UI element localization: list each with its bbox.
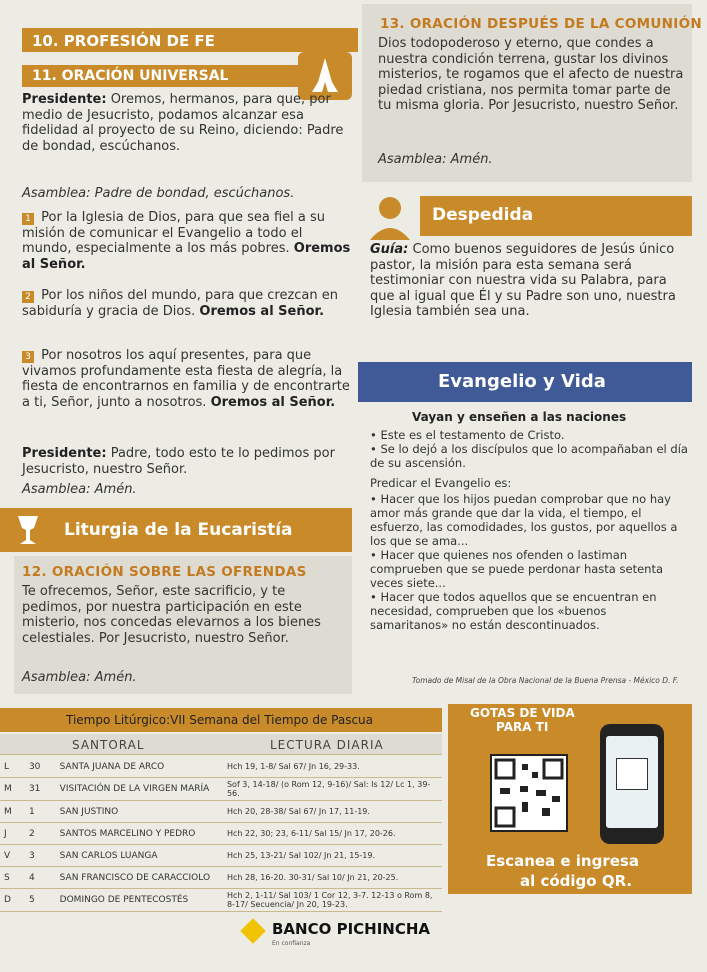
section-10-title: 10. PROFESIÓN DE FE: [32, 32, 215, 50]
scan-text-a: Escanea e ingresa: [486, 852, 639, 870]
bank-tagline: En confianza: [272, 940, 311, 947]
schedule-day: L: [0, 756, 25, 778]
schedule-saint: SAN CARLOS LUANGA: [56, 845, 223, 867]
schedule-reading: Hch 28, 16-20. 30-31/ Sal 10/ Jn 21, 20-25.: [223, 867, 442, 889]
petition-2-response: Oremos al Señor.: [199, 303, 325, 319]
chalice-icon: [8, 512, 48, 548]
schedule-day: S: [0, 867, 25, 889]
closing-prayer: [22, 446, 352, 477]
section-12-title: 12. ORACIÓN SOBRE LAS OFRENDAS: [22, 564, 307, 580]
schedule-col-santoral: SANTORAL: [72, 738, 145, 752]
evangelio-source: Tomado de Misal de la Obra Nacional de la Buena Prensa - México D. F.: [412, 676, 679, 685]
despedida-title: Despedida: [432, 205, 534, 225]
schedule-saint: SAN FRANCISCO DE CARACCIOLO: [56, 867, 223, 889]
schedule-date: 3: [25, 845, 56, 867]
schedule-row: [0, 845, 442, 867]
petition-2: [22, 288, 352, 319]
schedule-saint: SANTA JUANA DE ARCO: [56, 756, 223, 778]
schedule-date: 1: [25, 801, 56, 823]
ev-predicar: Predicar el Evangelio es:: [370, 476, 512, 490]
despedida-body: Como buenos seguidores de Jesús único pastor, la misión para esta semana será testimoniar con nuestra vida su Palabra, para que al igual que Él y su Padre son uno, nuestra Iglesia también sea una.: [370, 242, 676, 319]
schedule-reading: Hch 22, 30; 23, 6-11/ Sal 15/ Jn 17, 20-26.: [223, 823, 442, 845]
petition-3: [22, 348, 352, 410]
section-13-text: Dios todopoderoso y eterno, que condes a nuestra condición terrena, gustar los divinos misterios, te rogamos que el afecto de nuestra piedad cristiana, nos permita tomar parte de tu misma gloria. Por Jesucristo, nuestro Señor.: [378, 36, 684, 113]
petition-1-response: Oremos al Señor.: [22, 241, 351, 272]
ev-bullet-1: • Este es el testamento de Cristo.: [370, 428, 565, 442]
section-13-title: 13. ORACIÓN DESPUÉS DE LA COMUNIÓN: [380, 16, 702, 32]
evangelio-subtitle: Vayan y enseñen a las naciones: [412, 410, 627, 424]
schedule-row: [0, 778, 442, 801]
schedule-day: M: [0, 801, 25, 823]
petition-1-num: 1: [22, 213, 34, 225]
ev-bullet-5: • Hacer que todos aquellos que se encuentran en necesidad, comprueben que los «buenos samaritanos» no están descontinuados.: [370, 590, 657, 632]
petition-2-num: 2: [22, 291, 34, 303]
s11-intro-role: Presidente:: [22, 92, 107, 107]
evangelio-list: [370, 428, 688, 632]
s11-intro: [22, 92, 352, 154]
scan-text-b: al código QR.: [520, 872, 633, 890]
section-12-amen: Asamblea: Amén.: [22, 670, 137, 685]
evangelio-title: Evangelio y Vida: [438, 371, 606, 392]
s11-response: Asamblea: Padre de bondad, escúchanos.: [22, 186, 295, 201]
liturgia-title: Liturgia de la Eucaristía: [64, 520, 293, 540]
schedule-date: 5: [25, 889, 56, 912]
schedule-reading: Sof 3, 14-18/ (o Rom 12, 9-16)/ Sal: Is 12/ Lc 1, 39-56.: [223, 778, 442, 801]
petition-1: [22, 210, 352, 272]
guide-person-icon: [362, 192, 418, 242]
schedule-date: 30: [25, 756, 56, 778]
closing-role: Presidente:: [22, 446, 107, 461]
schedule-col-lectura: LECTURA DIARIA: [270, 738, 384, 752]
schedule-row: [0, 867, 442, 889]
schedule-saint: VISITACIÓN DE LA VIRGEN MARÍA: [56, 778, 223, 801]
despedida-text: [370, 242, 686, 320]
schedule-date: 2: [25, 823, 56, 845]
schedule-date: 31: [25, 778, 56, 801]
petition-3-text: Por nosotros los aquí presentes, para que vivamos profundamente esta fiesta de alegría, la fiesta de encontrarnos en familia y de encontrarte a ti, Señor, junto a nosotros.: [22, 348, 350, 410]
phone-icon: [600, 724, 664, 844]
schedule-row: [0, 823, 442, 845]
bank-brand: BANCO PICHINCHA: [272, 920, 431, 938]
petition-3-num: 3: [22, 351, 34, 363]
petition-1-text: Por la Iglesia de Dios, para que sea fiel a su misión de comunicar el Evangelio a todo el mundo, especialmente a los más pobres.: [22, 210, 326, 256]
schedule-row: [0, 889, 442, 912]
schedule-reading: Hch 25, 13-21/ Sal 102/ Jn 21, 15-19.: [223, 845, 442, 867]
schedule-saint: DOMINGO DE PENTECOSTÉS: [56, 889, 223, 912]
petition-3-response: Oremos al Señor.: [210, 394, 336, 410]
s11-intro-text: Oremos, hermanos, para que, por medio de Jesucristo, podamos alcanzar esa fidelidad al proyecto de su Reino, diciendo: Padre de bondad, escúchanos.: [22, 92, 344, 154]
despedida-role: Guía:: [370, 242, 409, 257]
schedule-table: [0, 756, 442, 912]
ev-bullet-2: • Se lo dejó a los discípulos que lo acompañaban el día de su ascensión.: [370, 442, 688, 470]
ev-bullet-3: • Hacer que los hijos puedan comprobar que no hay amor más grande que dar la vida, el tiempo, el esfuerzo, las comodidades, los gustos, por aquellos a los que se ama...: [370, 492, 678, 548]
closing-text: Padre, todo esto te lo pedimos por Jesucristo, nuestro Señor.: [22, 446, 335, 477]
schedule-saint: SANTOS MARCELINO Y PEDRO: [56, 823, 223, 845]
schedule-reading: Hch 2, 1-11/ Sal 103/ 1 Cor 12, 3-7. 12-13 o Rom 8, 8-17/ Secuencia/ Jn 20, 19-23.: [223, 889, 442, 912]
schedule-row: [0, 756, 442, 778]
qr-code[interactable]: [490, 754, 568, 832]
section-11-title: 11. ORACIÓN UNIVERSAL: [32, 68, 229, 84]
schedule-title: Tiempo Litúrgico:VII Semana del Tiempo de Pascua: [66, 713, 374, 727]
petition-2-text: Por los niños del mundo, para que crezcan en sabiduría y gracia de Dios.: [22, 288, 339, 319]
gotas-title-b: PARA TI: [496, 720, 549, 734]
closing-amen: Asamblea: Amén.: [22, 482, 137, 497]
section-12-text: Te ofrecemos, Señor, este sacrificio, y te pedimos, por nuestra participación en este misterio, nos concedas elevarnos a los bienes celestiales. Por Jesucristo, nuestro Señor.: [22, 584, 321, 646]
section-13-amen: Asamblea: Amén.: [378, 152, 493, 167]
schedule-table-wrap: [0, 756, 442, 912]
schedule-saint: SAN JUSTINO: [56, 801, 223, 823]
ev-bullet-4: • Hacer que quienes nos ofenden o lastiman comprueben que se puede perdonar hasta setenta veces siete...: [370, 548, 663, 590]
schedule-reading: Hch 20, 28-38/ Sal 67/ Jn 17, 11-19.: [223, 801, 442, 823]
schedule-day: V: [0, 845, 25, 867]
schedule-day: D: [0, 889, 25, 912]
schedule-date: 4: [25, 867, 56, 889]
schedule-day: M: [0, 778, 25, 801]
schedule-row: [0, 801, 442, 823]
schedule-reading: Hch 19, 1-8/ Sal 67/ Jn 16, 29-33.: [223, 756, 442, 778]
schedule-day: J: [0, 823, 25, 845]
bank-logo-icon: [240, 918, 265, 943]
gotas-title-a: GOTAS DE VIDA: [470, 706, 575, 720]
